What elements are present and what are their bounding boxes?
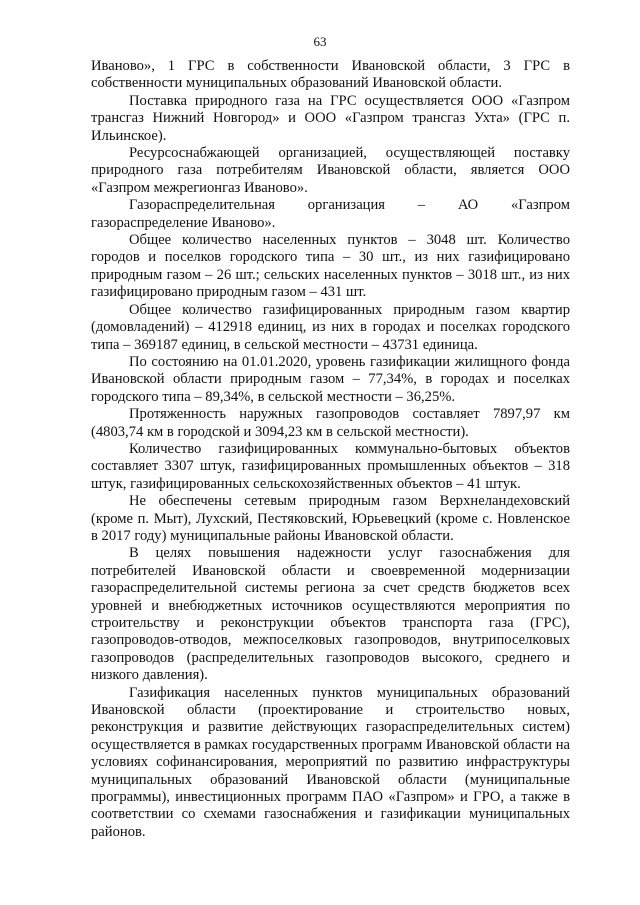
paragraph-distribution-org: Газораспределительная организация – АО «Газпром газораспределение Иваново». bbox=[91, 197, 570, 231]
paragraph-objects-count: Количество газифицированных коммунально-бытовых объектов составляет 3307 штук, газифицированных промышленных объектов – 318 штук, газифицированных сельскохозяйственных объектов – 41 штук. bbox=[91, 440, 570, 492]
paragraph-programs: Газификация населенных пунктов муниципальных образований Ивановской области (проектирование и строительство новых, реконструкция и развитие действующих газораспределительных систем) осуществляется в рамках государственных программ Ивановской области на условиях софинансирования, мероприятий по развитию инфраструктуры муниципальных образований Ивановской области (муниципальные программы), инвестиционных программ ПАО «Газпром» и ГРО, а также в соответствии со схемами газоснабжения и газификации муниципальных районов. bbox=[91, 684, 570, 840]
paragraph-not-provided: Не обеспечены сетевым природным газом Верхнеландеховский (кроме п. Мыт), Лухский, Пестяковский, Юрьевецкий (кроме с. Новленское в 2017 году) муниципальные районы Ивановской области. bbox=[91, 493, 570, 544]
paragraph-supplier: Ресурсоснабжающей организацией, осуществляющей поставку природного газа потребителям Ивановской области, является ООО «Газпром межрегионгаз Иваново». bbox=[91, 145, 570, 196]
paragraph-gasification-level: По состоянию на 01.01.2020, уровень газификации жилищного фонда Ивановской области природным газом – 77,34%, в городах и поселках городского типа – 89,34%, в сельской местности – 36,25%. bbox=[91, 353, 570, 405]
paragraph-reliability: В целях повышения надежности услуг газоснабжения для потребителей Ивановской области и своевременной модернизации газораспределительной системы региона за счет средств бюджетов всех уровней и внебюджетных источников осуществляются мероприятия по строительству и реконструкции объектов транспорта газа (ГРС), газопроводов-отводов, межпоселковых газопроводов, внутрипоселковых газопроводов (распределительных газопроводов высокого, среднего и низкого давления). bbox=[91, 545, 570, 684]
paragraph-apartments: Общее количество газифицированных природным газом квартир (домовладений) – 412918 единиц, из них в городах и поселках городского типа – 369187 единиц, в сельской местности – 43731 единица. bbox=[91, 301, 570, 353]
page-body bbox=[91, 58, 570, 841]
page-number: 63 bbox=[313, 34, 327, 49]
paragraph-pipeline-length: Протяженность наружных газопроводов составляет 7897,97 км (4803,74 км в городской и 3094,23 км в сельской местности). bbox=[91, 406, 570, 440]
paragraph-gas-supply: Поставка природного газа на ГРС осуществляется ООО «Газпром трансгаз Нижний Новгород» и ООО «Газпром трансгаз Ухта» (ГРС п. Ильинское). bbox=[91, 92, 570, 144]
paragraph-continuation: Иваново», 1 ГРС в собственности Ивановской области, 3 ГРС в собственности муниципальных образований Ивановской области. bbox=[91, 58, 570, 92]
paragraph-settlements: Общее количество населенных пунктов – 3048 шт. Количество городов и поселков городского типа – 30 шт., из них газифицировано природным газом – 26 шт.; сельских населенных пунктов – 3018 шт., из них газифицировано природным газом – 431 шт. bbox=[91, 232, 570, 301]
